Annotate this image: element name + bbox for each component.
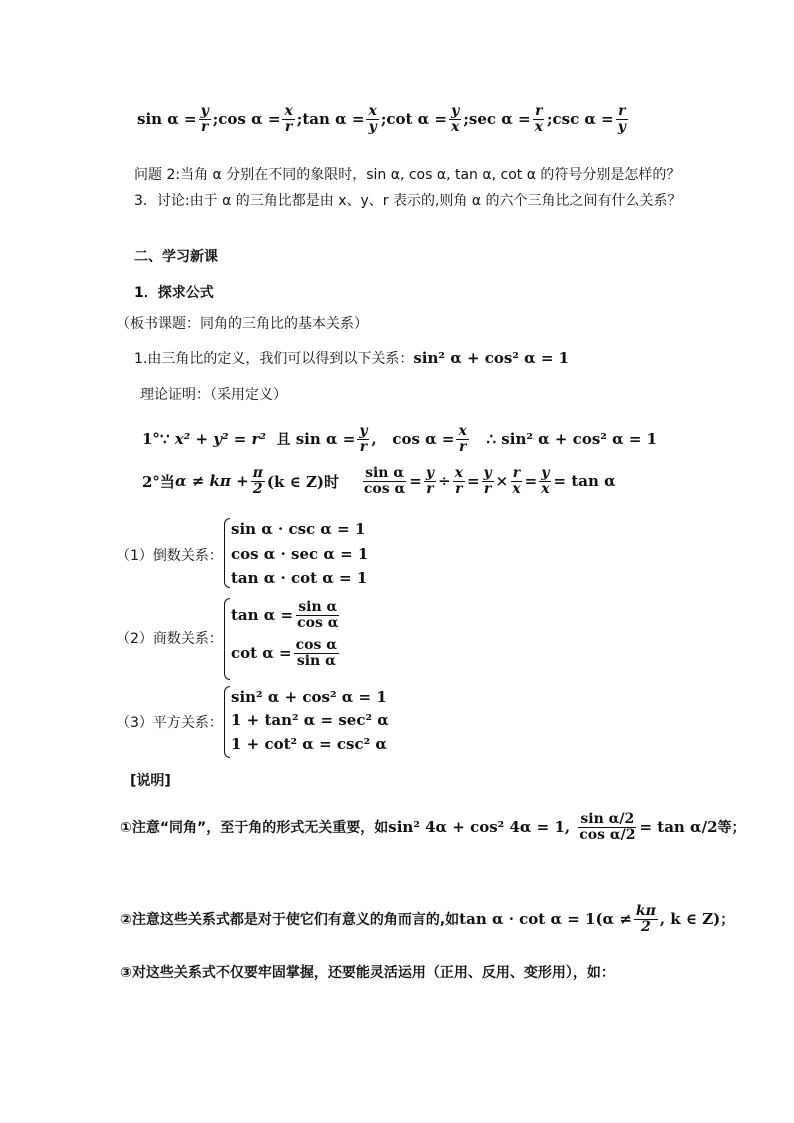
- reciprocal-line-3: tan α · cot α = 1: [231, 569, 368, 587]
- note-2-formula: tan α · cot α = 1: [459, 910, 596, 929]
- def-csc: csc α =: [552, 110, 614, 129]
- step-1-result: sin² α + cos² α = 1: [501, 430, 658, 449]
- def-sin: sin α =: [137, 110, 197, 129]
- note-title: [说明]: [130, 773, 171, 789]
- def-cot: cot α =: [386, 110, 447, 129]
- discussion-3: 3．讨论:由于 α 的三角比都是由 x、y、r 表示的,则角 α 的六个三角比之间有什么关系？: [134, 193, 682, 209]
- therefore-symbol: ∴: [486, 430, 497, 449]
- square-line-2: 1 + tan² α = sec² α: [231, 711, 389, 729]
- square-label: （3）平方关系：: [116, 715, 223, 731]
- question-2: 问题 2:当角 α 分别在不同的象限时，sin α, cos α, tan α, cot α 的符号分别是怎样的？: [134, 167, 681, 183]
- square-line-1: sin² α + cos² α = 1: [231, 688, 387, 706]
- section-heading-2: 二、学习新课: [134, 249, 218, 265]
- square-line-3: 1 + cot² α = csc² α: [231, 735, 387, 753]
- trig-definitions-line: sin α = $\frac{y}{r}$ ; cos α = $\frac{x}{r}$ ; tan α = $\frac{x}{y}$ ; cot α = $\frac{y}{x}$ ; sec α = $\frac{r}{x}$ ; csc α = $\frac{r}{y}$: [137, 103, 626, 135]
- proof-step-2: 2°当 α ≠ kπ + $\frac{\pi}{2}$ (k ∈ Z)时 $\frac{\text{sin α}}{\text{cos α}}$ = $\frac{y}{r}$ ÷ $\frac{x}{r}$ = $\frac{y}{r}$ × $\frac{r}{x}$ = $\frac{y}{x}$ = tan α: [142, 465, 616, 497]
- intro-text: 1.由三角比的定义，我们可以得到以下关系：: [134, 351, 414, 367]
- def-cos: cos α =: [218, 110, 281, 129]
- note-2: ②注意这些关系式都是对于使它们有意义的角而言的,如 tan α · cot α = 1 (α ≠ $\frac{k\pi}{2}$ , k ∈ Z) ；: [120, 903, 735, 935]
- subsection-1: 1．探求公式: [134, 285, 214, 301]
- square-brace: [224, 686, 230, 758]
- reciprocal-line-1: sin α · csc α = 1: [231, 520, 366, 538]
- and-word: 且: [276, 432, 291, 449]
- step-1-label: 1°: [142, 430, 160, 449]
- note-2-cond-b: , k ∈ Z): [659, 910, 721, 929]
- reciprocal-line-2: cos α · sec α = 1: [231, 545, 369, 563]
- note-2-tail: ；: [720, 912, 735, 929]
- quotient-brace: [224, 598, 230, 680]
- proof-label: 理论证明：（采用定义）: [140, 387, 287, 403]
- intro-line: [134, 348, 569, 368]
- sin-lhs: sin α =: [295, 430, 356, 449]
- note-2-text: ②注意这些关系式都是对于使它们有意义的角而言的,如: [120, 912, 460, 929]
- because-symbol: ∵: [159, 430, 170, 449]
- quotient-label: （2）商数关系：: [116, 631, 223, 647]
- reciprocal-label: （1）倒数关系：: [116, 548, 223, 564]
- reciprocal-brace: [224, 518, 230, 588]
- proof-step-1: 1° ∵ x² + y² = r² 且 sin α = $\frac{y}{r}$ , cos α = $\frac{x}{r}$ ∴ sin² α + cos² α = 1: [142, 423, 658, 455]
- note-3: ③对这些关系式不仅要牢固掌握，还要能灵活运用（正用、反用、变形用），如：: [120, 965, 615, 981]
- step-2-condition-tail: (k ∈ Z)时: [266, 472, 339, 491]
- note-1-text: ①注意“同角”，至于角的形式无关重要，如: [120, 820, 389, 837]
- note-1-rhs: = tan α/2: [639, 818, 718, 837]
- step-2-result: = tan α: [553, 472, 616, 491]
- board-title: （板书课题：同角的三角比的基本关系）: [116, 316, 368, 332]
- def-tan: tan α =: [302, 110, 365, 129]
- note-2-cond-a: (α ≠: [595, 910, 632, 929]
- quotient-cot: cot α = $\frac{\text{cos α}}{\text{sin α}}$: [231, 637, 338, 669]
- pythagoras-eq: x² + y² = r²: [174, 430, 267, 449]
- def-sec: sec α =: [468, 110, 531, 129]
- quotient-tan: tan α = $\frac{\text{sin α}}{\text{cos α}}$: [231, 599, 339, 631]
- step-2-condition: α ≠ kπ +: [174, 472, 249, 491]
- note-1-tail: 等；: [717, 820, 746, 837]
- note-1-formula: sin² 4α + cos² 4α = 1,: [388, 818, 571, 837]
- step-2-label: 2°当: [142, 472, 175, 491]
- intro-formula: sin² α + cos² α = 1: [413, 349, 570, 367]
- cos-lhs: cos α =: [392, 430, 455, 449]
- note-1: ①注意“同角”，至于角的形式无关重要，如 sin² 4α + cos² 4α = 1, $\frac{\text{sin α/2}}{\text{cos α/2}}$ = tan α/2 等；: [120, 811, 746, 843]
